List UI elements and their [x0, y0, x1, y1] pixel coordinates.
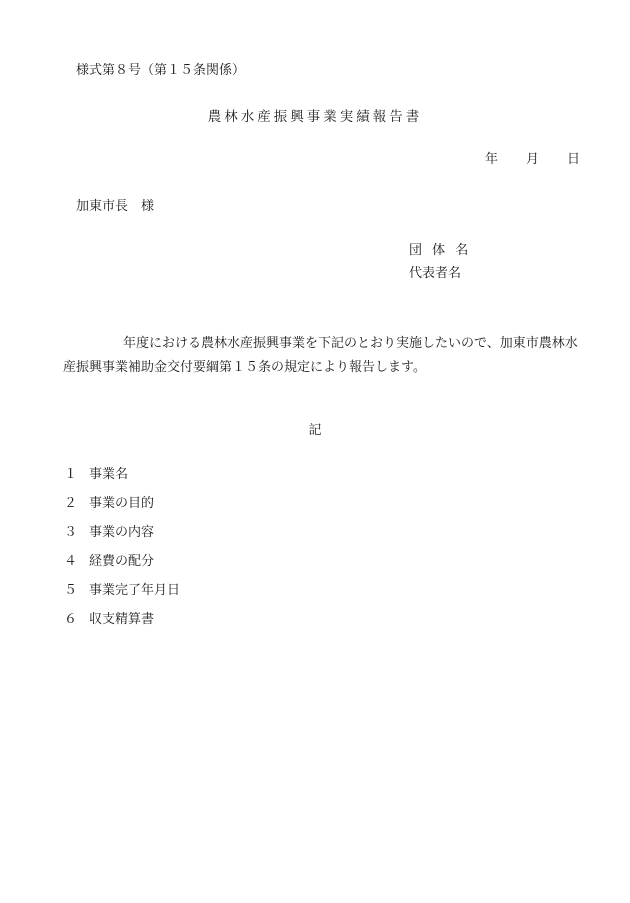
- year-label: 年: [484, 152, 498, 167]
- body-text: 年度における農林水産振興事業を下記のとおり実施したいので、加東市農林水産振興事業補助金交付要綱第１５条の規定により報告します。: [63, 336, 578, 375]
- item-number: ５: [64, 583, 78, 598]
- month-label: 月: [525, 152, 539, 167]
- item-label: 収支精算書: [89, 612, 155, 627]
- representative-name-label: 代表者名: [409, 266, 462, 281]
- form-number: 様式第８号（第１５条関係）: [76, 63, 246, 78]
- item-number: ３: [64, 525, 78, 540]
- item-number: ２: [64, 496, 78, 511]
- item-label: 経費の配分: [89, 554, 155, 569]
- document-title: 農林水産振興事業実績報告書: [207, 109, 423, 125]
- list-item: [64, 613, 154, 626]
- item-number: ６: [64, 612, 78, 627]
- addressee: 加東市長 様: [76, 199, 155, 214]
- list-item: [64, 497, 154, 510]
- item-label: 事業の内容: [89, 525, 155, 540]
- list-item: [64, 555, 154, 568]
- list-item: [64, 526, 154, 539]
- item-label: 事業の目的: [89, 496, 155, 511]
- date-line: [485, 153, 580, 166]
- item-number: ４: [64, 554, 78, 569]
- item-label: 事業完了年月日: [89, 583, 181, 598]
- day-label: 日: [566, 152, 580, 167]
- list-item: [64, 468, 128, 481]
- organization-name-label: 団 体 名: [409, 243, 472, 258]
- ki-heading: 記: [308, 423, 322, 438]
- list-item: [64, 584, 180, 597]
- item-label: 事業名: [89, 467, 129, 482]
- item-number: １: [64, 467, 78, 482]
